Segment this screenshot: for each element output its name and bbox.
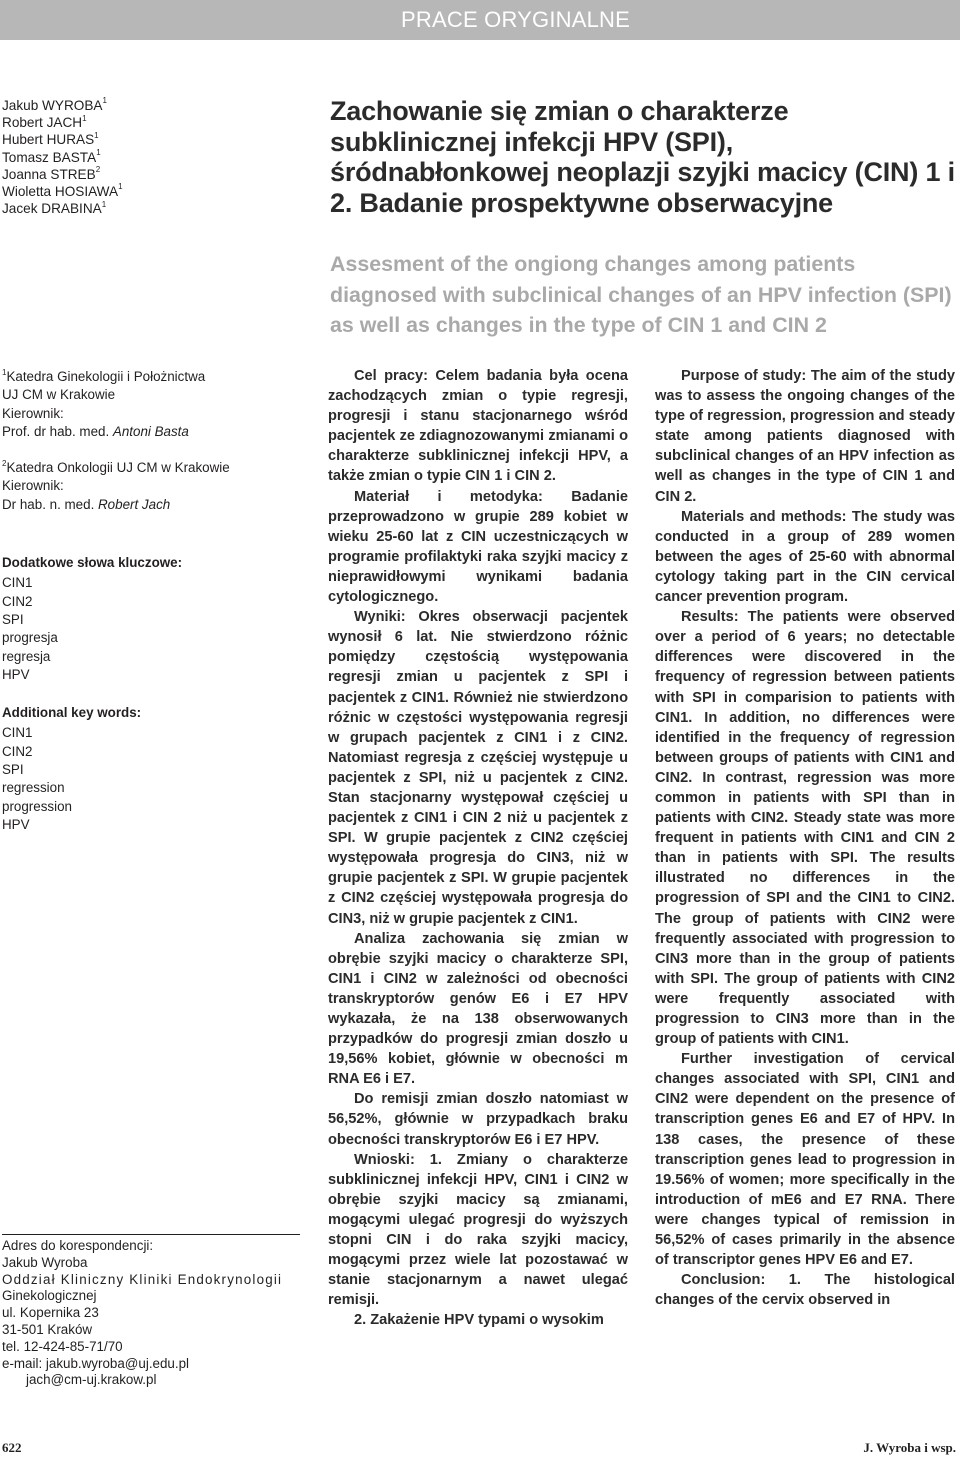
abstract-english [655, 366, 955, 1310]
affiliations-and-keywords [2, 368, 302, 834]
keyword: CIN2 [2, 743, 33, 759]
correspondence-label: Adres do korespondencji: [2, 1238, 154, 1253]
keyword: CIN1 [2, 575, 33, 591]
author: Joanna STREB$^2$ [2, 165, 101, 182]
author-list [2, 97, 262, 217]
abstract-paragraph: Conclusion: 1. The histological changes of the cervix observed in [655, 1272, 955, 1309]
correspondence-dept: Oddział Kliniczny Kliniki Endokrynologii [2, 1271, 283, 1287]
keyword: HPV [2, 816, 30, 832]
keyword: regresja [2, 648, 51, 664]
author: Jakub WYROBA$^1$ [2, 96, 107, 113]
affiliation-head: Prof. dr hab. med. Antoni Basta [2, 423, 189, 439]
page-number: 622 [2, 1440, 22, 1455]
abstract-paragraph: Further investigation of cervical changes associated with SPI, CIN1 and CIN2 were dependent on the presence of transcription genes E6 and E7 of HPV. In 138 cases, the presence of these transcription genes lead to progression in 19.56% of women; more specifically in the introduction of mE6 and E7 RNA. There were changes typical of remission in 56,52% of cases primarily in the absence of transcriptor genes HPV E6 and E7. [655, 1051, 955, 1269]
affiliation-line: Kierownik: [2, 405, 64, 421]
affiliation-line: Kierownik: [2, 478, 64, 494]
correspondence-name: Jakub Wyroba [2, 1254, 88, 1270]
section-header-bar [0, 0, 960, 40]
abstract-paragraph: Materials and methods: The study was conducted in a group of 289 women between the ages of 25-60 with abnormal cytology taking part in the CIN cervical cancer prevention program. [655, 508, 955, 606]
abstract-paragraph: Wyniki: Okres obserwacji pacjentek wynosił 6 lat. Nie stwierdzono różnic pomiędzy częstością występowania regresji zmian u pacjentek z SPI i pacjentek z CIN1. Również nie stwierdzono różnic w częstości występowania regresji w grupach pacjentek z CIN1 i z CIN2. Natomiast regresja z częściej występuje u pacjentek z SPI, niż u pacjentek z CIN2. Stan stacjonarny występował częściej u pacjentek z CIN1 i CIN 2 niż u pacjentek z SPI. W grupie pacjentek z CIN2 częściej występowała progresja do CIN3, niż w grupie pacjentek z SPI. W grupie pacjentek z CIN2 częściej występowała progresja do CIN3, niż w grupie pacjentek z CIN1. [328, 609, 628, 927]
article-title-polish: Zachowanie się zmian o charakterze subklinicznej infekcji HPV (SPI), śródnabłonkowej neoplazji szyjki macicy (CIN) 1 i 2. Badanie prospektywne obserwacyjne [330, 96, 955, 218]
affiliation-head: Dr hab. n. med. Robert Jach [2, 496, 171, 512]
abstract-polish [328, 366, 628, 1331]
keyword: CIN2 [2, 593, 33, 609]
abstract-paragraph: Analiza zachowania się zmian w obrębie szyjki macicy o charakterze SPI, CIN1 i CIN2 w zależności od obecności transkryptorów genów E6 i E7 HPV wykazała, że na 138 obserwowanych przypadków do progresji zmian doszło u 19,56% kobiet, głównie w obecności m RNA E6 i E7. [328, 930, 628, 1088]
affiliation-line: UJ CM w Krakowie [2, 387, 116, 403]
keyword: HPV [2, 666, 30, 682]
article-title-english: Assesment of the ongiong changes among patients diagnosed with subclinical changes of an HPV infection (SPI) as well as changes in the type of CIN 1 and CIN 2 [330, 252, 952, 337]
abstract-paragraph: Wnioski: 1. Zmiany o charakterze subklinicznej infekcji HPV, CIN1 i CIN2 w obrębie szyjki macicy są zmianami, mogącymi ulegać progresji do wyższych stopni CIN i do raka szyjki macicy, mogącymi przez wiele lat pozostawać w stanie stacjonarnym a nawet ulegać remisji. [328, 1151, 628, 1309]
affiliation-line: $^1$Katedra Ginekologii i Położnictwa [2, 367, 206, 384]
abstract-paragraph: Results: The patients were observed over a period of 6 years; no detectable differences were discovered in the frequency of regression between patients with SPI in comparision to patients with CIN1. In addition, no differences were identified in the frequency of regression between groups of patients with CIN1 and CIN2. In contrast, regression was more common in patients with SPI than in patients with CIN2. Steady state was more frequent in patients with CIN1 and CIN 2 than in patients with SPI. The results illustrated no differences in the progression of SPI and the CIN1 to CIN2. The group of patients with CIN2 were frequently associated with progression to CIN3 more than in the group of patients with SPI. The group of patients with CIN2 were frequently associated with progression to CIN3 more than in the group of patients with CIN1. [655, 609, 955, 1048]
correspondence-address [2, 1238, 302, 1389]
abstract-paragraph: Purpose of study: The aim of the study was to assess the ongoing changes of the type of regression, progression and steady state among patients diagnosed with subclinical changes of an HPV infection as well as changes in the type of CIN 1 and CIN 2. [655, 368, 955, 505]
keyword: progression [2, 798, 72, 814]
abstract-paragraph: 2. Zakażenie HPV typami o wysokim [354, 1312, 604, 1329]
keyword: CIN1 [2, 725, 33, 741]
affiliation-line: $^2$Katedra Onkologii UJ CM w Krakowie [2, 458, 230, 476]
running-author: J. Wyroba i wsp. [863, 1440, 956, 1455]
keyword: progresja [2, 630, 58, 646]
correspondence-email: jach@cm-uj.krakow.pl [26, 1372, 157, 1388]
author: Jacek DRABINA$^1$ [2, 199, 107, 217]
author: Hubert HURAS$^1$ [2, 130, 99, 148]
correspondence-dept: Ginekologicznej [2, 1288, 97, 1304]
correspondence-city: 31-501 Kraków [2, 1321, 93, 1337]
author: Robert JACH$^1$ [2, 113, 87, 131]
author: Tomasz BASTA$^1$ [2, 148, 101, 165]
correspondence-phone: tel. 12-424-85-71/70 [2, 1338, 123, 1354]
divider [2, 1234, 300, 1235]
keywords-english-title: Additional key words: [2, 705, 142, 721]
keywords-polish-title: Dodatkowe słowa kluczowe: [2, 555, 183, 571]
abstract-paragraph: Cel pracy: Celem badania była ocena zachodzących zmian o typie regresji, progresji i stanu stacjonarnego wśród pacjentek ze zdiagnozowanymi zmianami o charakterze subklinicznej infekcji HPV, a także zmian o typie CIN 1 i CIN 2. [328, 368, 628, 485]
keyword: SPI [2, 611, 24, 627]
correspondence-street: ul. Kopernika 23 [2, 1305, 99, 1321]
author: Wioletta HOSIAWA$^1$ [2, 182, 123, 200]
correspondence-email: e-mail: jakub.wyroba@uj.edu.pl [2, 1355, 190, 1371]
keyword: SPI [2, 762, 24, 778]
abstract-paragraph: Materiał i metodyka: Badanie przeprowadzono w grupie 289 kobiet w wieku 25-60 lat z CIN uczestniczących w programie profilaktyki raka szyjki macicy z nieprawidłowymi wynikami badania cytologicznego. [328, 488, 628, 606]
section-label: PRACE ORYGINALNE [401, 7, 630, 32]
abstract-paragraph: Do remisji zmian doszło natomiast w 56,52%, głównie w przypadkach braku obecności transkryptorów E6 i E7 HPV. [328, 1091, 628, 1148]
keyword: regression [2, 780, 65, 796]
